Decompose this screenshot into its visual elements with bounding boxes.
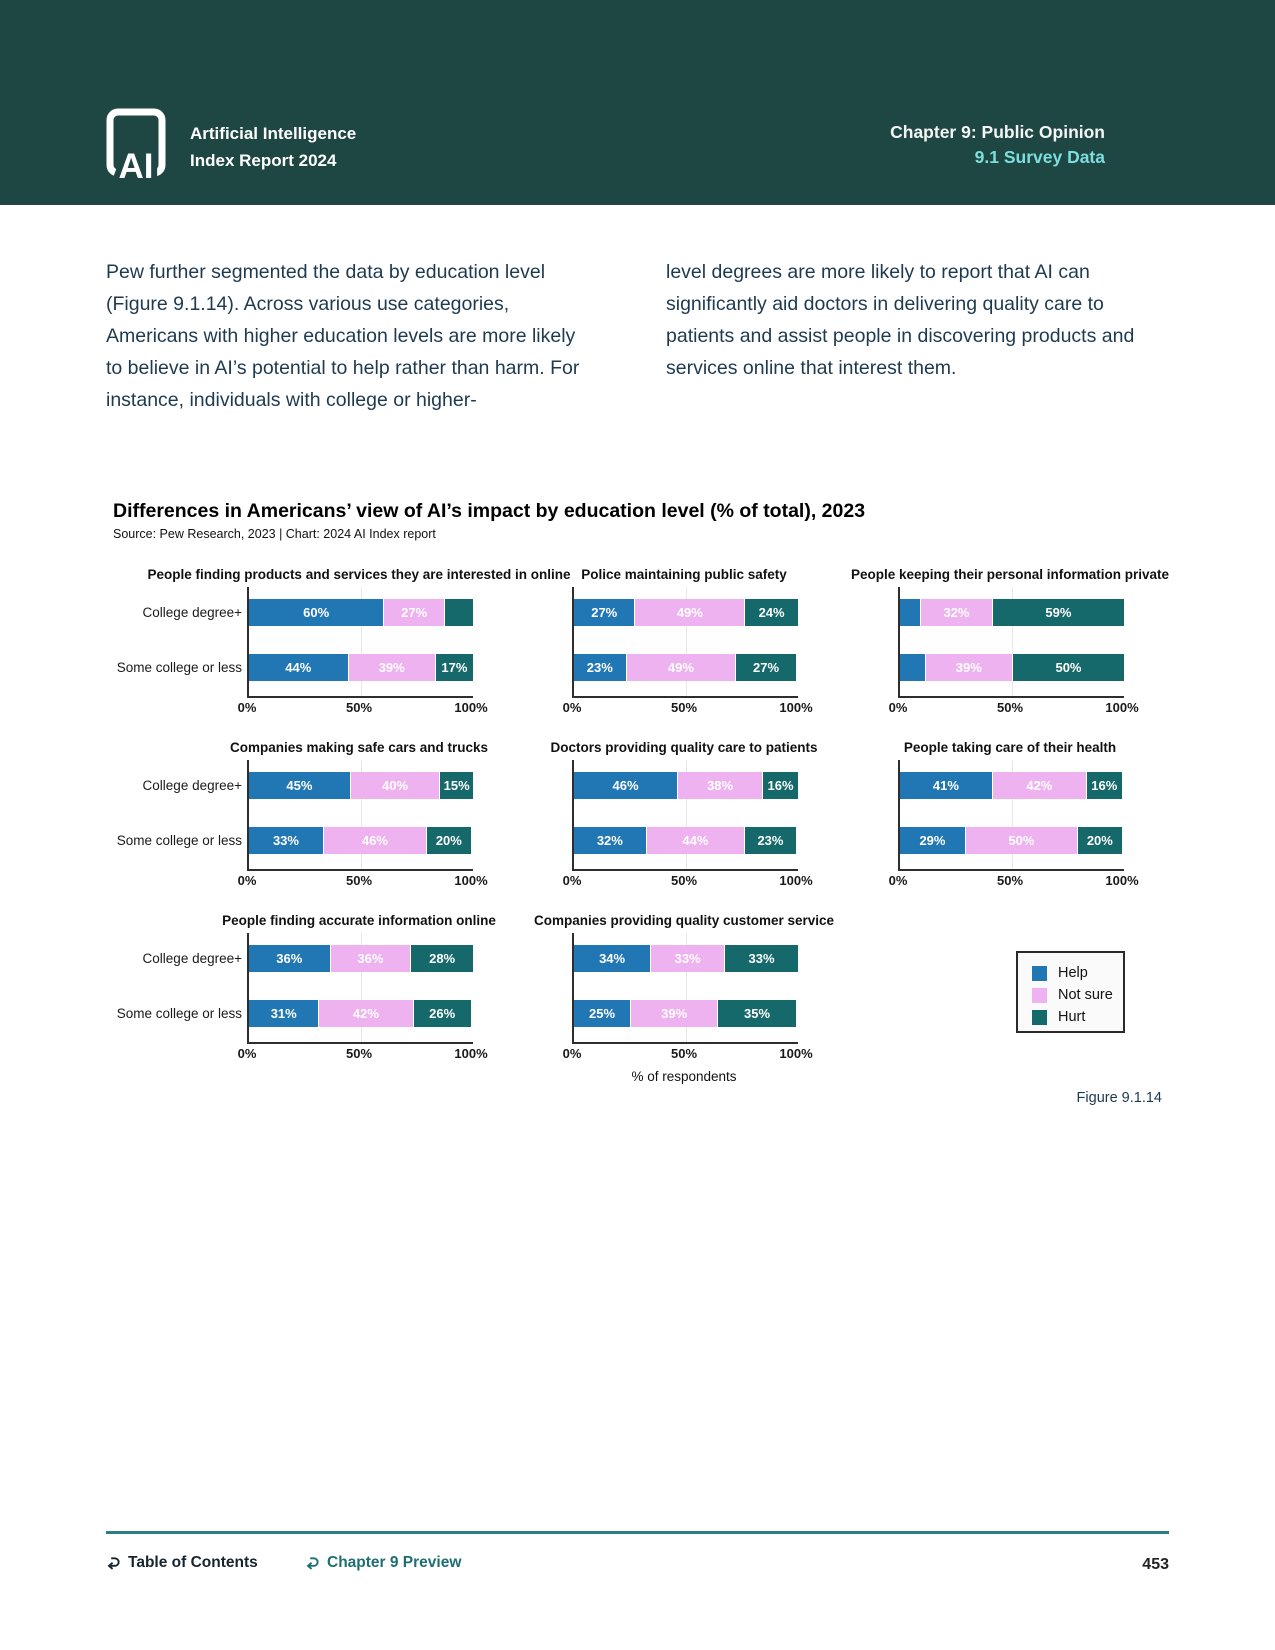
segment-value-label: 60%: [303, 605, 330, 620]
segment-hurt: [426, 827, 471, 854]
tick-label: 0%: [888, 873, 908, 888]
segment-value-label: 20%: [1086, 833, 1113, 848]
segment-value-label: 42%: [352, 1006, 379, 1021]
segment-value-label: 49%: [667, 660, 694, 675]
segment-not-sure: [330, 945, 411, 972]
segment-value-label: 36%: [357, 951, 384, 966]
bar-college-degree: [900, 772, 1124, 799]
segment-not-sure: [630, 1000, 717, 1027]
tick-label: 0%: [237, 873, 257, 888]
legend-swatch-not-sure: [1032, 988, 1047, 1003]
logo-text: AI: [118, 147, 154, 182]
tick-label: 100%: [779, 873, 813, 888]
tick-label: 50%: [670, 1046, 698, 1061]
segment-value-label: 33%: [674, 951, 701, 966]
tick-label: 50%: [670, 700, 698, 715]
bar-college-degree: [574, 772, 798, 799]
segment-hurt: [735, 654, 795, 681]
category-label: Some college or less: [116, 660, 242, 675]
segment-value-label: 35%: [744, 1006, 771, 1021]
x-axis-ticks: [888, 873, 1139, 889]
category-label: College degree+: [142, 778, 242, 793]
mini-chart-6: [888, 740, 1139, 890]
segment-value-label: 42%: [1026, 778, 1053, 793]
segment-value-label: 16%: [767, 778, 794, 793]
segment-not-sure: [348, 654, 435, 681]
mini-chart-1: [116, 567, 571, 717]
segment-value-label: 31%: [270, 1006, 297, 1021]
figure-block: [113, 500, 1170, 1140]
mini-chart-title: Companies making safe cars and trucks: [229, 740, 489, 755]
bar-some-college: [900, 654, 1124, 681]
chart-grid: [113, 567, 1170, 1067]
segment-help: [249, 599, 383, 626]
segment-value-label: 28%: [429, 951, 456, 966]
segment-not-sure: [992, 772, 1086, 799]
figure-number: Figure 9.1.14: [1076, 1090, 1162, 1106]
segment-help: [900, 772, 992, 799]
segment-help: [900, 599, 920, 626]
segment-value-label: 50%: [1008, 833, 1035, 848]
segment-value-label: 40%: [382, 778, 409, 793]
x-axis-ticks: [562, 873, 813, 889]
segment-value-label: 16%: [1091, 778, 1118, 793]
tick-label: 50%: [996, 700, 1024, 715]
segment-not-sure: [350, 772, 440, 799]
brand-wordmark: [190, 120, 356, 174]
segment-hurt: [444, 599, 473, 626]
mini-chart-title: People taking care of their health: [903, 740, 1117, 755]
tick-label: 0%: [237, 700, 257, 715]
tick-label: 100%: [779, 700, 813, 715]
tick-label: 50%: [345, 1046, 373, 1061]
segment-value-label: 23%: [757, 833, 784, 848]
tick-label: 50%: [670, 873, 698, 888]
return-arrow-icon: [305, 1556, 320, 1571]
segment-hurt: [435, 654, 473, 681]
header: [0, 0, 1275, 205]
mini-chart-4: [116, 740, 489, 890]
category-label: College degree+: [142, 605, 242, 620]
bar-college-degree: [249, 599, 473, 626]
table-of-contents-label: Table of Contents: [128, 1554, 258, 1571]
segment-value-label: 32%: [596, 833, 623, 848]
legend-label: Help: [1058, 965, 1088, 981]
segment-value-label: 15%: [443, 778, 470, 793]
chapter-title: Chapter 9: Public Opinion: [890, 122, 1105, 142]
x-axis-label: % of respondents: [631, 1069, 737, 1084]
tick-label: 0%: [888, 700, 908, 715]
bar-some-college: [249, 1000, 473, 1027]
tick-label: 0%: [237, 1046, 257, 1061]
mini-chart-plot: [572, 587, 798, 698]
segment-value-label: 41%: [932, 778, 959, 793]
segment-not-sure: [920, 599, 992, 626]
page-number: 453: [1142, 1556, 1169, 1573]
bar-some-college: [574, 654, 798, 681]
mini-chart-plot: [572, 760, 798, 871]
segment-help: [249, 1000, 318, 1027]
segment-not-sure: [965, 827, 1077, 854]
bar-college-degree: [900, 599, 1124, 626]
ai-index-logo: [106, 108, 166, 182]
segment-value-label: 39%: [378, 660, 405, 675]
mini-chart-plot: [247, 587, 473, 698]
segment-value-label: 34%: [599, 951, 626, 966]
segment-hurt: [724, 945, 798, 972]
mini-chart-title: People finding products and services they are interested in online: [147, 567, 571, 582]
segment-hurt: [762, 772, 798, 799]
mini-chart-2: [562, 567, 813, 717]
footer-rule: [106, 1531, 1169, 1534]
segment-value-label: 39%: [661, 1006, 688, 1021]
segment-hurt: [744, 827, 796, 854]
segment-hurt: [992, 599, 1124, 626]
segment-value-label: 44%: [285, 660, 312, 675]
tick-label: 0%: [562, 1046, 582, 1061]
figure-title: Differences in Americans’ view of AI’s impact by education level (% of total), 2023: [113, 500, 866, 522]
tick-label: 100%: [779, 1046, 813, 1061]
mini-chart-title: Doctors providing quality care to patients: [550, 740, 818, 755]
return-arrow-icon: [106, 1556, 121, 1571]
bar-college-degree: [249, 945, 473, 972]
mini-chart-plot: [247, 933, 473, 1044]
segment-help: [574, 654, 626, 681]
segment-not-sure: [323, 827, 426, 854]
segment-value-label: 32%: [943, 605, 970, 620]
table-of-contents-link[interactable]: [106, 1554, 258, 1572]
segment-hurt: [413, 1000, 471, 1027]
segment-value-label: 36%: [276, 951, 303, 966]
segment-help: [249, 772, 350, 799]
category-label: Some college or less: [116, 833, 242, 848]
legend-item: [1032, 985, 1123, 1005]
tick-label: 100%: [1105, 873, 1139, 888]
mini-chart-plot: [572, 933, 798, 1044]
mini-chart-title: People keeping their personal information private: [850, 567, 1170, 582]
tick-label: 100%: [454, 1046, 488, 1061]
segment-value-label: 23%: [586, 660, 613, 675]
body-paragraph-left: Pew further segmented the data by education level (Figure 9.1.14). Across various use categories, Americans with higher education levels are more likely to believe in AI’s potential to help rather than harm. For instance, individuals with college or higher-: [106, 261, 580, 411]
figure-source: Source: Pew Research, 2023 | Chart: 2024 AI Index report: [113, 527, 436, 541]
segment-hurt: [1077, 827, 1122, 854]
tick-label: 50%: [345, 873, 373, 888]
bar-some-college: [574, 827, 798, 854]
segment-value-label: 33%: [272, 833, 299, 848]
segment-value-label: 46%: [361, 833, 388, 848]
segment-value-label: 38%: [707, 778, 734, 793]
tick-label: 0%: [562, 873, 582, 888]
bar-some-college: [249, 654, 473, 681]
segment-value-label: 27%: [401, 605, 428, 620]
segment-help: [900, 654, 925, 681]
legend-item: [1032, 1007, 1123, 1027]
bar-college-degree: [574, 945, 798, 972]
chapter-preview-link[interactable]: [305, 1554, 461, 1572]
segment-hurt: [744, 599, 798, 626]
legend-swatch-help: [1032, 966, 1047, 981]
mini-chart-plot: [898, 760, 1124, 871]
segment-help: [574, 1000, 630, 1027]
mini-chart-plot: [898, 587, 1124, 698]
segment-value-label: 44%: [682, 833, 709, 848]
segment-not-sure: [634, 599, 744, 626]
category-label: Some college or less: [116, 1006, 242, 1021]
bar-college-degree: [574, 599, 798, 626]
mini-chart-title: People finding accurate information online: [222, 913, 496, 928]
segment-hurt: [1012, 654, 1124, 681]
segment-value-label: 17%: [441, 660, 468, 675]
x-axis-ticks: [237, 873, 488, 889]
legend-item: [1032, 963, 1123, 983]
segment-not-sure: [646, 827, 745, 854]
bar-some-college: [900, 827, 1124, 854]
x-axis-ticks: [237, 700, 488, 716]
x-axis-ticks: [562, 700, 813, 716]
segment-not-sure: [318, 1000, 412, 1027]
segment-help: [574, 945, 650, 972]
segment-value-label: 29%: [919, 833, 946, 848]
segment-not-sure: [650, 945, 724, 972]
chapter-preview-label: Chapter 9 Preview: [327, 1554, 462, 1571]
segment-hurt: [717, 1000, 795, 1027]
mini-chart-5: [550, 740, 818, 890]
brand-line-2: Index Report 2024: [190, 151, 337, 170]
segment-help: [249, 945, 330, 972]
segment-value-label: 46%: [612, 778, 639, 793]
mini-chart-3: [850, 567, 1170, 717]
segment-value-label: 27%: [752, 660, 780, 675]
bar-some-college: [249, 827, 473, 854]
x-axis-ticks: [562, 1046, 813, 1062]
bar-college-degree: [249, 772, 473, 799]
segment-value-label: 50%: [1055, 660, 1082, 675]
tick-label: 100%: [454, 873, 488, 888]
segment-not-sure: [677, 772, 762, 799]
category-label: College degree+: [142, 951, 242, 966]
segment-help: [900, 827, 965, 854]
segment-value-label: 59%: [1045, 605, 1072, 620]
segment-help: [574, 772, 677, 799]
section-link[interactable]: 9.1 Survey Data: [974, 147, 1105, 167]
tick-label: 50%: [996, 873, 1024, 888]
segment-value-label: 27%: [591, 605, 618, 620]
brand-line-1: Artificial Intelligence: [190, 124, 357, 143]
segment-not-sure: [383, 599, 443, 626]
segment-hurt: [1086, 772, 1122, 799]
bar-some-college: [574, 1000, 798, 1027]
segment-value-label: 26%: [429, 1006, 456, 1021]
tick-label: 0%: [562, 700, 582, 715]
x-axis-ticks: [237, 1046, 488, 1062]
legend-label: Not sure: [1058, 987, 1113, 1003]
segment-value-label: 20%: [435, 833, 462, 848]
segment-help: [249, 827, 323, 854]
segment-value-label: 25%: [588, 1006, 616, 1021]
segment-value-label: 33%: [748, 951, 775, 966]
tick-label: 100%: [454, 700, 488, 715]
tick-label: 100%: [1105, 700, 1139, 715]
legend-swatch-hurt: [1032, 1010, 1047, 1025]
legend-label: Hurt: [1058, 1009, 1086, 1025]
tick-label: 50%: [345, 700, 373, 715]
segment-value-label: 39%: [955, 660, 982, 675]
chart-legend: [1016, 951, 1125, 1033]
mini-chart-7: [116, 913, 496, 1063]
segment-value-label: 24%: [758, 605, 785, 620]
mini-chart-plot: [247, 760, 473, 871]
segment-hurt: [439, 772, 473, 799]
header-right: [890, 120, 1105, 170]
segment-value-label: 45%: [286, 778, 313, 793]
body-paragraph-right: level degrees are more likely to report that AI can significantly aid doctors in delivering quality care to patients and assist people in discovering products and services online that interest them.: [666, 261, 1135, 379]
segment-not-sure: [626, 654, 736, 681]
mini-chart-title: Companies providing quality customer service: [533, 913, 835, 928]
mini-chart-8: [533, 913, 835, 1063]
segment-value-label: 49%: [676, 605, 703, 620]
segment-help: [574, 599, 634, 626]
x-axis-ticks: [888, 700, 1139, 716]
segment-help: [249, 654, 348, 681]
segment-not-sure: [925, 654, 1012, 681]
mini-chart-title: Police maintaining public safety: [581, 567, 787, 582]
segment-help: [574, 827, 646, 854]
segment-hurt: [410, 945, 473, 972]
